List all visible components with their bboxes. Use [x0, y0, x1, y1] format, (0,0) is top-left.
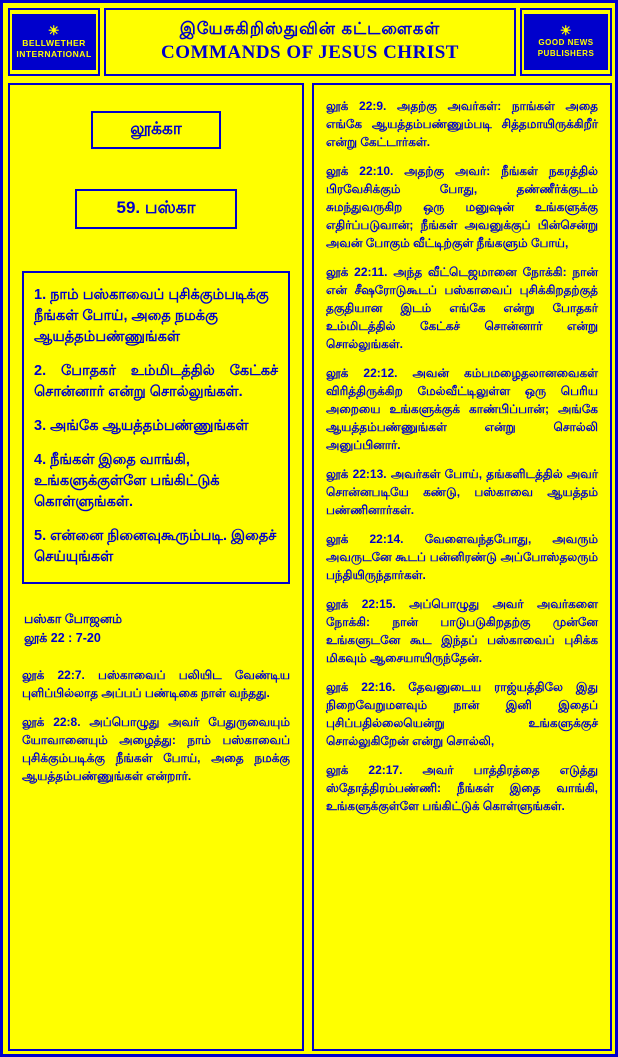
- verse-reference: லூக் 22:10.: [326, 164, 394, 178]
- verse-item: [326, 761, 598, 815]
- chapter-label-box: [75, 189, 237, 229]
- verse-reference: லூக் 22:12.: [326, 366, 398, 380]
- command-item: 2. போதகர் உம்மிடத்தில் கேட்கச் சொன்னார் என்று சொல்லுங்கள்.: [34, 363, 278, 401]
- left-column: [8, 83, 304, 1051]
- verse-text: அவர்கள் போய், தங்களிடத்தில் அவர் சொன்னபடியே கண்டு, பஸ்காவை ஆயத்தம் பண்ணினார்கள்.: [326, 467, 598, 517]
- verse-reference: லூக் 22:7.: [22, 667, 85, 682]
- verse-text: தேவனுடைய ராஜ்யத்திலே இது நிறைவேறுமளவும் நான் இனி இதைப் புசிப்பதில்லையென்று உங்களுக்குச் சொல்லுகிறேன் என்று சொல்லி,: [326, 680, 599, 748]
- verse-text: அவர் பாத்திரத்தை எடுத்து ஸ்தோத்திரம்பண்ணி: நீங்கள் இதை வாங்கி, உங்களுக்குள்ளே பங்கிட்டுக் கொள்ளுங்கள்.: [326, 763, 598, 813]
- verse-item: [326, 530, 598, 584]
- verse-text: அப்பொழுது அவர் அவர்களை நோக்கி: நான் பாடுபடுகிறதற்கு முன்னே உங்களுடனே கூட இந்தப் பஸ்காவைப் புசிக்க மிகவும் ஆசையாயிருந்தேன்.: [326, 597, 598, 665]
- verse-item: [326, 465, 598, 519]
- verse-item: [326, 162, 598, 252]
- verse-reference: லூக் 22:8.: [22, 714, 81, 729]
- content-columns: [8, 83, 612, 1051]
- verse-text: வேளைவந்தபோது, அவரும் அவருடனே கூடப் பன்னிரண்டு அப்போஸ்தலரும் பந்தியிருந்தார்கள்.: [326, 532, 599, 582]
- verse-reference: லூக் 22:15.: [326, 597, 396, 611]
- logo-left-line2: INTERNATIONAL: [16, 49, 92, 59]
- verse-item: [326, 97, 598, 151]
- book-label-box: [91, 111, 221, 149]
- good-news-publishers-logo: [520, 8, 612, 76]
- verse-item: [22, 666, 290, 702]
- verse-item: [326, 678, 598, 750]
- verse-text: அவன் கம்பமழைதலானவைகள் விரித்திருக்கிற மேல்வீட்டிலுள்ள ஒரு பெரிய அறையை உங்களுக்குக் காண்பிப்பான்; அங்கே ஆயத்தம்பண்ணுங்கள் என்று சொல்லி அனுப்பினார்.: [326, 366, 599, 452]
- book-label: லூக்கா: [130, 119, 182, 138]
- page-title-tamil: இயேசுகிறிஸ்துவின் கட்டளைகள்: [179, 19, 441, 38]
- page-header: [8, 8, 612, 76]
- torch-icon: ☀: [559, 23, 573, 39]
- command-item: 1. நாம் பஸ்காவைப் புசிக்கும்படிக்கு நீங்கள் போய், அதை நமக்கு ஆயத்தம்பண்ணுங்கள்: [34, 287, 269, 346]
- verse-text: பஸ்காவைப் பலியிட வேண்டிய புளிப்பில்லாத அப்பப் பண்டிகை நாள் வந்தது.: [22, 667, 290, 700]
- bellwether-international-logo: [8, 8, 100, 76]
- command-item: 5. என்னை நினைவுகூரும்படி. இதைச் செய்யுங்கள்: [34, 528, 277, 566]
- verse-text: அதற்கு அவர்கள்: நாங்கள் அதை எங்கே ஆயத்தம்பண்ணும்படி சித்தமாயிருக்கிறீர் என்று கேட்டார்கள்.: [326, 99, 598, 149]
- logo-left-line1: BELLWETHER: [22, 37, 86, 48]
- verse-text: அந்த வீட்டெஜமானை நோக்கி: நான் என் சீஷரோடுகூடப் பஸ்காவைப் புசிக்கிறதற்குத் தகுதியான இடம் எங்கே என்று போதகர் உம்மிடத்தில் கேட்கச் சொன்னார் என்று சொல்லுங்கள்.: [326, 265, 598, 351]
- verse-text: அப்பொழுது அவர் பேதுருவையும் யோவானையும் அழைத்து: நாம் பஸ்காவைப் புசிக்கும்படிக்கு நீங்கள் போய், அதை நமக்கு ஆயத்தம்பண்ணுங்கள் என்றார்.: [22, 714, 290, 783]
- reading-reference: லூக் 22 : 7-20: [24, 630, 101, 645]
- verse-item: [22, 713, 290, 785]
- page-title-english: COMMANDS OF JESUS CHRIST: [161, 41, 459, 63]
- reading-title: பஸ்கா போஜனம்: [24, 612, 123, 627]
- verse-reference: லூக் 22:13.: [326, 467, 387, 481]
- verse-reference: லூக் 22:14.: [326, 532, 404, 546]
- command-item: 3. அங்கே ஆயத்தம்பண்ணுங்கள்: [34, 418, 249, 435]
- right-verse-list: [324, 97, 600, 815]
- verse-reference: லூக் 22:16.: [326, 680, 396, 694]
- commands-list: [22, 271, 290, 584]
- logo-right-line2: PUBLISHERS: [537, 49, 595, 58]
- torch-icon: ☀: [47, 22, 61, 38]
- verse-reference: லூக் 22:9.: [326, 99, 387, 113]
- chapter-label: 59. பஸ்கா: [116, 198, 196, 217]
- logo-right-line1: GOOD NEWS: [538, 38, 594, 48]
- reading-heading: [24, 610, 290, 648]
- right-column: [312, 83, 612, 1051]
- verse-text: அதற்கு அவர்: நீங்கள் நகரத்தில் பிரவேசிக்கும் போது, தண்ணீர்க்குடம் சுமந்துவருகிற ஒரு மனுஷன் உங்களுக்கு எதிர்ப்படுவான்; நீங்கள் அவனுக்குப் பின்சென்று அவன் போகும் வீட்டிற்குள் நீங்களும் போய்,: [326, 164, 598, 250]
- verse-reference: லூக் 22:11.: [326, 265, 388, 279]
- verse-item: [326, 263, 598, 353]
- verse-item: [326, 364, 598, 454]
- title-block: [104, 8, 516, 76]
- verse-reference: லூக் 22:17.: [326, 763, 403, 777]
- command-item: 4. நீங்கள் இதை வாங்கி, உங்களுக்குள்ளே பங்கிட்டுக் கொள்ளுங்கள்.: [34, 452, 220, 511]
- left-verse-list: [20, 666, 292, 785]
- verse-item: [326, 595, 598, 667]
